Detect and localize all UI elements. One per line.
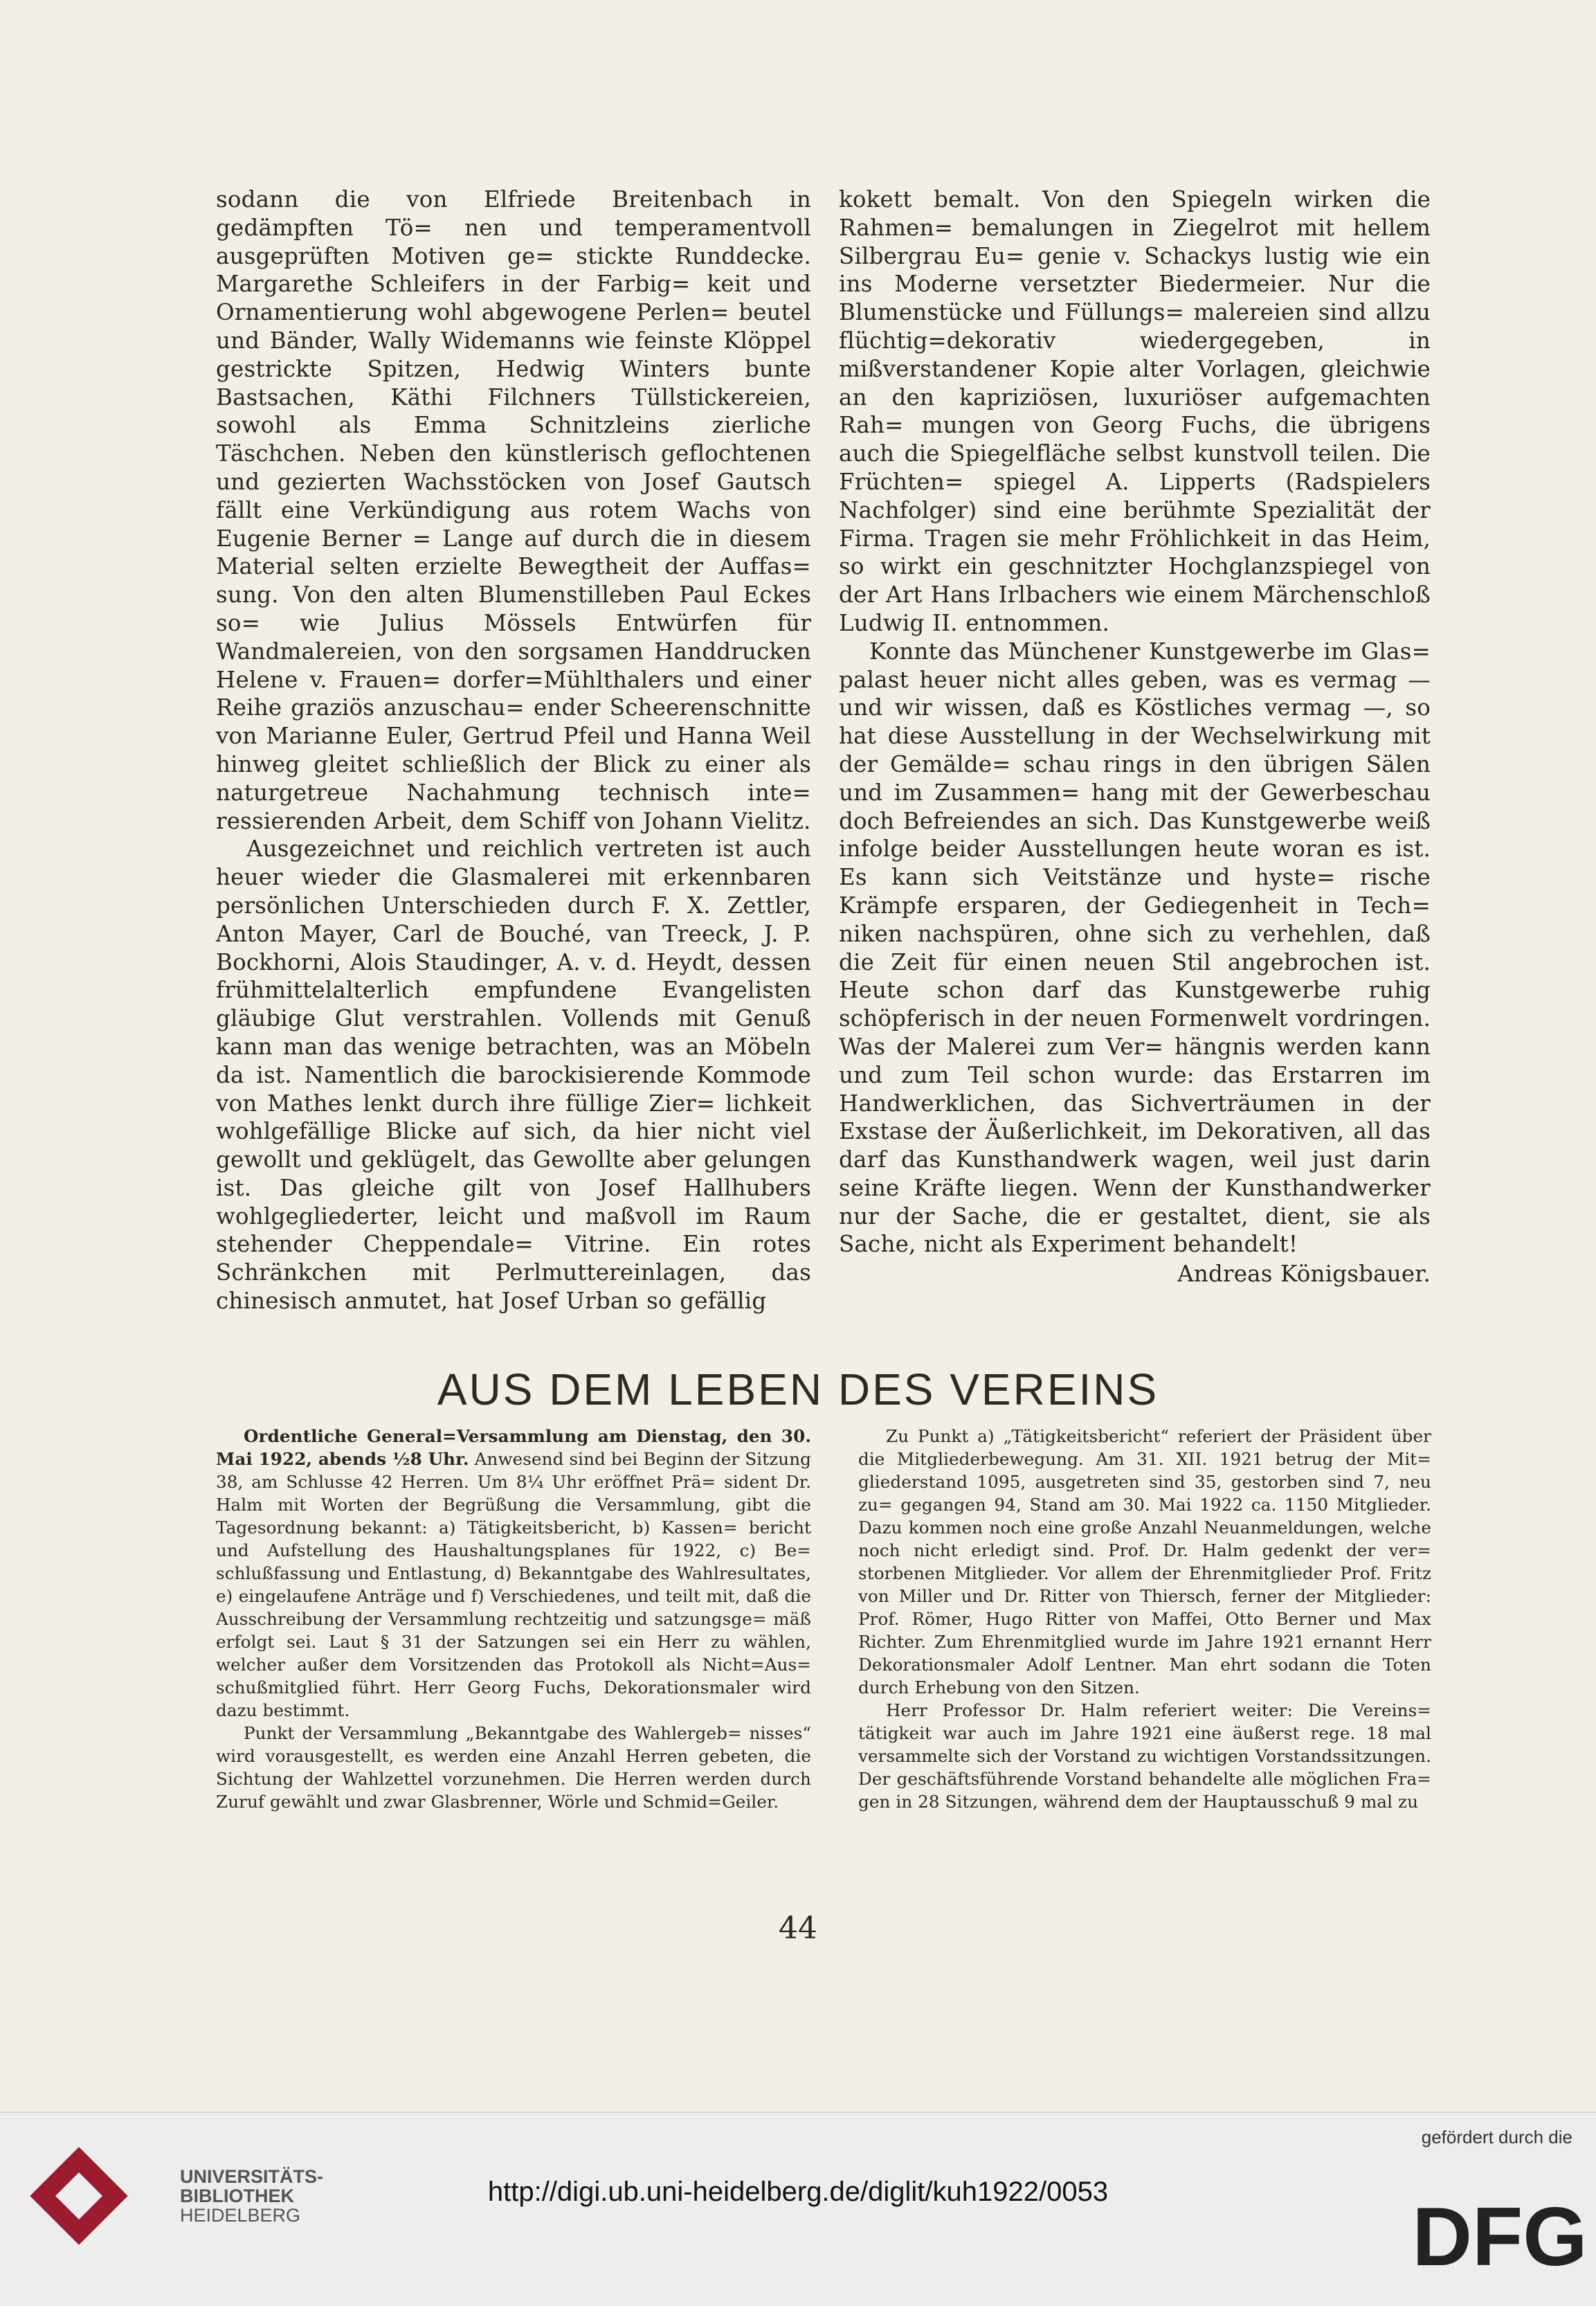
funding-caption: gefördert durch die <box>1421 2127 1572 2147</box>
footer-bar <box>0 2111 1596 2306</box>
dfg-logo-text: DFG <box>1412 2190 1588 2283</box>
report-paragraph <box>216 1425 811 1722</box>
report-column-left <box>216 1425 811 1813</box>
source-url-link[interactable]: http://digi.ub.uni-heidelberg.de/diglit/kuh1922/0053 <box>487 2177 1109 2207</box>
report-paragraph: Zu Punkt a) „Tätigkeitsbericht“ referiert der Präsident über die Mitgliederbewegung. Am 31. XII. 1921 betrug der Mit= gliederstand 1095, ausgetreten sind 35, gestorben sind 7, neu zu= gegangen 94, Stand am 30. Mai 1922 ca. 1150 Mitglieder. Dazu kommen noch eine große Anzahl Neuanmeldungen, welche noch nicht erledigt sind. Prof. Dr. Halm gedenkt der ver= storbenen Mitglieder. Vor allem der Ehrenmitglieder Prof. Fritz von Miller und Dr. Ritter von Thiersch, ferner der Mitglieder: Prof. Römer, Hugo Ritter von Maffei, Otto Berner und Max Richter. Zum Ehrenmitglied wurde im Jahre 1921 ernannt Herr Dekorationsmaler Adolf Lentner. Man ehrt sodann die Toten durch Erhebung von den Sitzen. <box>858 1426 1431 1697</box>
section-heading: AUS DEM LEBEN DES VEREINS <box>437 1364 1159 1414</box>
author-signature: Andreas Königsbauer. <box>1177 1261 1431 1288</box>
report-column-right <box>858 1425 1431 1813</box>
article-paragraph: Ausgezeichnet und reichlich vertreten ist auch heuer wieder die Glasmalerei mit erkennbaren persönlichen Unterschieden durch F. X. Zettler, Anton Mayer, Carl de Bouché, van Treeck, J. P. Bockhorni, Alois Staudinger, A. v. d. Heydt, dessen frühmittelalterlich empfundene Evangelisten gläubige Glut verstrahlen. Vollends mit Genuß kann man das wenige betrachten, was an Möbeln da ist. Namentlich die barockisierende Kommode von Mathes lenkt durch ihre füllige Zier= lichkeit wohlgefällige Blicke auf sich, da hier nicht viel gewollt und geklügelt, das Gewollte aber gelungen ist. Das gleiche gilt von Josef Hallhubers wohlgegliederter, leicht und maßvoll im Raum stehender Cheppendale= Vitrine. Ein rotes Schränkchen mit Perlmuttereinlagen, das chinesisch anmutet, hat Josef Urban so gefällig <box>216 836 811 1315</box>
dfg-logo-icon <box>1412 2168 1588 2283</box>
article-column-right <box>839 186 1431 1288</box>
report-paragraph: Punkt der Versammlung „Bekanntgabe des Wahlergeb= nisses“ wird vorausgestellt, es werden eine Anzahl Herren gebeten, die Sichtung der Wahlzettel vorzunehmen. Die Herren werden durch Zuruf gewählt und zwar Glasbrenner, Wörle und Schmid=Geiler. <box>216 1723 811 1812</box>
report-text: Anwesend sind bei Beginn der Sitzung 38, am Schlusse 42 Herren. Um 8¼ Uhr eröffnet Prä= sident Dr. Halm mit Worten der Begrüßung die Versammlung, gibt die Tagesordnung bekannt: a) Tätigkeitsbericht, b) Kassen= bericht und Aufstellung des Haushaltungsplanes für 1922, c) Be= schlußfassung und Entlastung, d) Bekanntgabe des Wahlresultates, e) eingelaufene Anträge und f) Verschiedenes, und teilt mit, daß die Ausschreibung der Versammlung rechtzeitig und satzungsge= mäß erfolgt sei. Laut § 31 der Satzungen sei ein Herr zu wählen, welcher außer dem Vorsitzenden das Protokoll als Nicht=Aus= schußmitglied führt. Herr Georg Fuchs, Dekorationsmaler wird dazu bestimmt. <box>216 1449 811 1720</box>
article-column-left <box>216 186 811 1315</box>
report-paragraph: Herr Professor Dr. Halm referiert weiter: Die Vereins= tätigkeit war auch im Jahre 1921 eine äußerst rege. 18 mal versammelte sich der Vorstand zu wichtigen Vorstandssitzungen. Der geschäftsführende Vorstand behandelte alle möglichen Fra= gen in 28 Sitzungen, während dem der Hauptausschuß 9 mal zu <box>858 1700 1431 1812</box>
library-name: UNIVERSITÄTS- BIBLIOTHEK HEIDELBERG <box>180 2166 324 2226</box>
article-paragraph: kokett bemalt. Von den Spiegeln wirken die Rahmen= bemalungen in Ziegelrot mit hellem Silbergrau Eu= genie v. Schackys lustig wie ein ins Moderne versetzter Biedermeier. Nur die Blumenstücke und Füllungs= malereien sind allzu flüchtig=dekorativ wiedergegeben, in mißverstandener Kopie alter Vorlagen, gleichwie an den kapriziösen, luxuriöser aufgemachten Rah= mungen von Georg Fuchs, die übrigens auch die Spiegelfläche selbst kunstvoll teilen. Die Früchten= spiegel A. Lipperts (Radspielers Nachfolger) sind eine berühmte Spezialität der Firma. Tragen sie mehr Fröhlichkeit in das Heim, so wirkt ein geschnitzter Hochglanzspiegel von der Art Hans Irlbachers wie einem Märchenschloß Ludwig II. entnommen. <box>839 186 1431 636</box>
article-paragraph: Konnte das Münchener Kunstgewerbe im Glas= palast heuer nicht alles geben, was es vermag — und wir wissen, daß es Köstliches vermag —, so hat diese Ausstellung in der Wechselwirkung mit der Gemälde= schau rings in den übrigen Sälen und im Zusammen= hang mit der Gewerbeschau doch Befreiendes an sich. Das Kunstgewerbe weiß infolge beider Ausstellungen heute woran es ist. Es kann sich Veitstänze und hyste= rische Krämpfe ersparen, der Gediegenheit in Tech= niken nachspüren, ohne sich zu verhehlen, daß die Zeit für einen neuen Stil angebrochen ist. Heute schon darf das Kunstgewerbe ruhig schöpferisch in der neuen Formenwelt vordringen. Was der Malerei zum Ver= hängnis werden kann und zum Teil schon wurde: das Erstarren im Handwerklichen, das Sichverträumen in der Exstase der Äußerlichkeit, im Dekorativen, all das darf das Kunsthandwerk wagen, weil just darin seine Kräfte liegen. Wenn der Kunsthandwerker nur der Sache, die er gestaltet, dient, sie als Sache, nicht als Experiment behandelt! <box>839 638 1431 1258</box>
page-number: 44 <box>779 1911 817 1946</box>
article-paragraph: sodann die von Elfriede Breitenbach in gedämpften Tö= nen und temperamentvoll ausgeprüften Motiven ge= stickte Runddecke. Margarethe Schleifers in der Farbig= keit und Ornamentierung wohl abgewogene Perlen= beutel und Bänder, Wally Widemanns wie feinste Klöppel gestrickte Spitzen, Hedwig Winters bunte Bastsachen, Käthi Filchners Tüllstickereien, sowohl als Emma Schnitzleins zierliche Täschchen. Neben den künstlerisch geflochtenen und gezierten Wachsstöcken von Josef Gautsch fällt eine Verkündigung aus rotem Wachs von Eugenie Berner = Lange auf durch die in diesem Material selten erzielte Bewegtheit der Auffas= sung. Von den alten Blumenstilleben Paul Eckes so= wie Julius Mössels Entwürfen für Wandmalereien, von den sorgsamen Handdrucken Helene v. Frauen= dorfer=Mühlthalers und einer Reihe graziös anzuschau= ender Scheerenschnitte von Marianne Euler, Gertrud Pfeil und Hanna Weil hinweg gleitet schließlich der Blick zu einer als naturgetreue Nachahmung technisch inte= ressierenden Arbeit, dem Schiff von Johann Vielitz. <box>216 186 811 834</box>
report-title: Ordentliche General=Versammlung am Dienstag, den 30. Mai 1922, abends ½8 Uhr. <box>216 1426 811 1469</box>
